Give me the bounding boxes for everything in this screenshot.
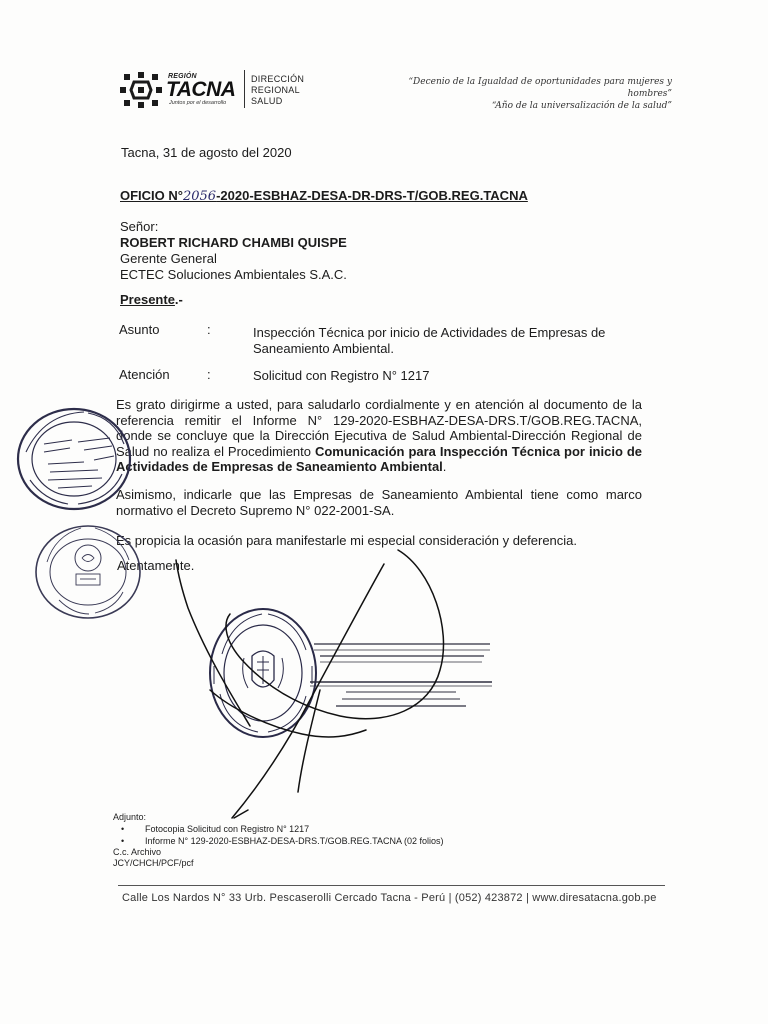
year-name-line: “Año de la universalización de la salud”: [491, 101, 672, 111]
cc-archivo: C.c. Archivo: [113, 847, 162, 857]
closing: Atentamente.: [117, 558, 195, 573]
oficio-reference: OFICIO N°2056-2020-ESBHAZ-DESA-DR-DRS-T/GOB.REG.TACNA: [120, 188, 528, 204]
initials: JCY/CHCH/PCF/pcf: [113, 858, 194, 868]
body-paragraph-2: Asimismo, indicarle que las Empresas de Saneamiento Ambiental tiene como marco normativo el Decreto Supremo N° 022-2001-SA.: [116, 487, 642, 518]
tacna-emblem-icon: [120, 72, 162, 108]
attachments-list: [133, 823, 444, 847]
atencion-colon: :: [207, 367, 211, 382]
attachment-item: • Informe N° 129-2020-ESBHAZ-DESA-DRS.T/GOB.REG.TACNA (02 folios): [133, 835, 444, 847]
atencion-text: Solicitud con Registro N° 1217: [253, 368, 430, 383]
salutation: Señor:: [120, 219, 159, 234]
asunto-label: Asunto: [119, 322, 160, 337]
attachment-item: • Fotocopia Solicitud con Registro N° 1217: [133, 823, 444, 835]
adjunto-label: Adjunto:: [113, 812, 147, 822]
decenio-line: “Decenio de la Igualdad de oportunidades para mujeres y hombres”: [408, 77, 672, 99]
logo-region-text: REGIÓN: [168, 73, 197, 80]
handwritten-oficio-number: 2056: [182, 189, 217, 204]
footer-address: Calle Los Nardos N° 33 Urb. Pescaserolli Cercado Tacna - Perú | (052) 423872 | www.diresatacna.gob.pe: [122, 892, 657, 904]
body-paragraph-1: Es grato dirigirme a usted, para saludarlo cordialmente y en atención al documento de la referencia remitir el Informe N° 129-2020-ESBHAZ-DESA-DRS.T/GOB.REG.TACNA, donde se concluye que la Dirección Ejecutiva de Salud Ambiental-Dirección Regional de Salud no realiza el Procedimiento Comunicación para Inspección Técnica por inicio de Actividades de Empresas de Saneamiento Ambiental.: [116, 397, 642, 474]
recipient-name: ROBERT RICHARD CHAMBI QUISPE: [120, 235, 347, 250]
recipient-block: [120, 219, 347, 283]
logo-tagline: Juntos por el desarrollo: [169, 100, 227, 106]
body-paragraph-3: Es propicia la ocasión para manifestarle mi especial consideración y deferencia.: [116, 533, 578, 548]
presente-label: Presente.-: [120, 292, 183, 307]
footer-divider: [118, 885, 665, 886]
director-ejecutivo-seal: [14, 404, 134, 514]
jefe-seal: [33, 522, 143, 622]
recipient-role: Gerente General: [120, 251, 217, 266]
recipient-company: ECTEC Soluciones Ambientales S.A.C.: [120, 267, 347, 282]
diresa-tacna-logo: [120, 66, 330, 112]
handwritten-signature: [170, 530, 490, 830]
asunto-text: Inspección Técnica por inicio de Actividades de Empresas de Saneamiento Ambiental.: [253, 325, 606, 356]
logo-divider: [244, 70, 245, 108]
office-name: DIRECCIÓN REGIONAL SALUD: [251, 74, 305, 106]
year-motto: [380, 76, 672, 112]
procedure-name: Comunicación para Inspección Técnica por inicio de Actividades de Empresas de Saneamiento Ambiental: [116, 443, 642, 474]
logo-tacna-text: TACNA: [166, 78, 236, 101]
letter-date: Tacna, 31 de agosto del 2020: [121, 145, 292, 160]
asunto-colon: :: [207, 322, 211, 337]
atencion-label: Atención: [119, 367, 170, 382]
